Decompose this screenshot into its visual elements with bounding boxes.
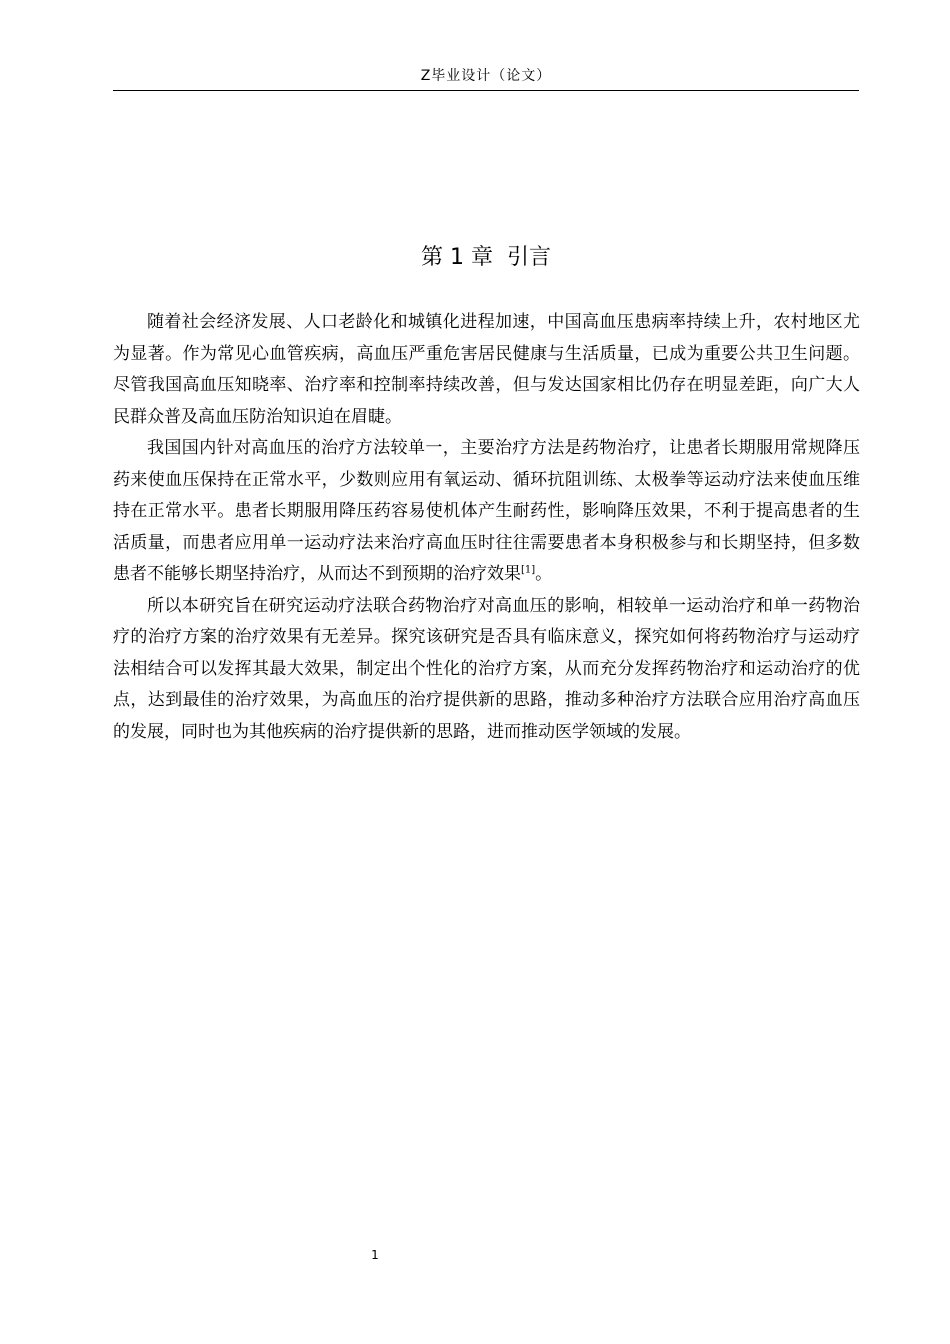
running-header: Z毕业设计（论文）	[420, 68, 552, 84]
paragraph-2-text: 我国国内针对高血压的治疗方法较单一，主要治疗方法是药物治疗，让患者长期服用常规降压药来使血压保持在正常水平，少数则应用有氧运动、循环抗阻训练、太极拳等运动疗法来使血压维持在正常水平。患者长期服用降压药容易使机体产生耐药性，影响降压效果，不利于提高患者的生活质量，而患者应用单一运动疗法来治疗高血压时往往需要患者本身积极参与和长期坚持，但多数患者不能够长期坚持治疗，从而达不到预期的治疗效果	[113, 438, 860, 584]
paragraph-1	[113, 307, 860, 433]
paragraph-2	[113, 433, 860, 591]
chapter-name: 引言	[506, 245, 551, 270]
paragraph-3-text: 所以本研究旨在研究运动疗法联合药物治疗对高血压的影响，相较单一运动治疗和单一药物治疗的治疗方案的治疗效果有无差异。探究该研究是否具有临床意义，探究如何将药物治疗与运动疗法相结合可以发挥其最大效果，制定出个性化的治疗方案，从而充分发挥药物治疗和运动治疗的优点，达到最佳的治疗效果，为高血压的治疗提供新的思路，推动多种治疗方法联合应用治疗高血压的发展，同时也为其他疾病的治疗提供新的思路，进而推动医学领域的发展。	[113, 595, 860, 742]
header-divider	[113, 90, 859, 91]
citation-reference[interactable]: [1]	[521, 564, 536, 576]
chapter-title	[113, 242, 859, 274]
paragraph-3	[113, 591, 860, 749]
paragraph-2-tail: 。	[535, 564, 553, 584]
page-number: 1	[371, 1248, 379, 1262]
paragraph-1-text: 随着社会经济发展、人口老龄化和城镇化进程加速，中国高血压患病率持续上升，农村地区尤为显著。作为常见心血管疾病，高血压严重危害居民健康与生活质量，已成为重要公共卫生问题。尽管我国高血压知晓率、治疗率和控制率持续改善，但与发达国家相比仍存在明显差距，向广大人民群众普及高血压防治知识迫在眉睫。	[113, 312, 860, 427]
chapter-body	[113, 307, 860, 748]
chapter-number: 第 1 章	[421, 245, 493, 270]
